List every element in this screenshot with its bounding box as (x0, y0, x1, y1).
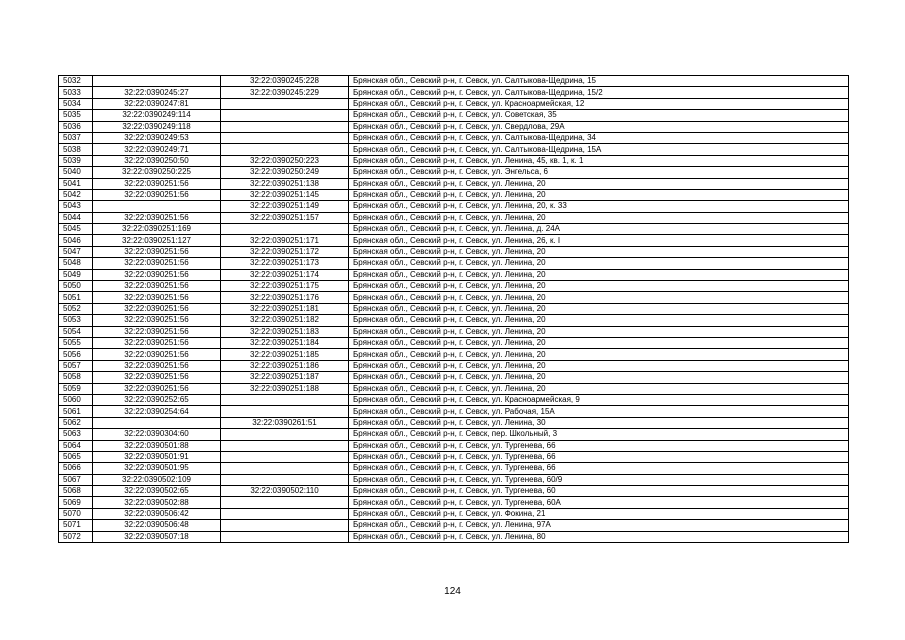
address-cell: Брянская обл., Севский р-н, г. Севск, ул. Ленина, 20 (349, 269, 849, 280)
address-cell: Брянская обл., Севский р-н, г. Севск, ул. Тургенева, 60А (349, 497, 849, 508)
table-row (59, 235, 849, 246)
table-row (59, 110, 849, 121)
table-row (59, 440, 849, 451)
land-cadastral-number-cell: 32:22:0390251:56 (93, 246, 221, 257)
building-cadastral-number-cell: 32:22:0390245:228 (221, 76, 349, 87)
table-row (59, 178, 849, 189)
building-cadastral-number-cell (221, 110, 349, 121)
table-row (59, 337, 849, 348)
row-number-cell: 5064 (59, 440, 93, 451)
row-number-cell: 5051 (59, 292, 93, 303)
address-cell: Брянская обл., Севский р-н, г. Севск, ул. Ленина, 30 (349, 417, 849, 428)
land-cadastral-number-cell: 32:22:0390252:65 (93, 394, 221, 405)
row-number-cell: 5039 (59, 155, 93, 166)
building-cadastral-number-cell: 32:22:0390502:110 (221, 486, 349, 497)
land-cadastral-number-cell: 32:22:0390304:60 (93, 429, 221, 440)
address-cell: Брянская обл., Севский р-н, г. Севск, ул. Рабочая, 15А (349, 406, 849, 417)
address-cell: Брянская обл., Севский р-н, г. Севск, ул. Ленина, 20 (349, 372, 849, 383)
land-cadastral-number-cell (93, 201, 221, 212)
table-row (59, 246, 849, 257)
building-cadastral-number-cell (221, 474, 349, 485)
table-row (59, 349, 849, 360)
address-cell: Брянская обл., Севский р-н, г. Севск, ул. Салтыкова-Щедрина, 15А (349, 144, 849, 155)
building-cadastral-number-cell: 32:22:0390251:187 (221, 372, 349, 383)
table-row (59, 76, 849, 87)
building-cadastral-number-cell: 32:22:0390251:184 (221, 337, 349, 348)
address-cell: Брянская обл., Севский р-н, г. Севск, ул. Ленина, 20 (349, 337, 849, 348)
table-row (59, 429, 849, 440)
land-cadastral-number-cell: 32:22:0390251:56 (93, 372, 221, 383)
row-number-cell: 5072 (59, 531, 93, 542)
table-row (59, 144, 849, 155)
row-number-cell: 5041 (59, 178, 93, 189)
table-row (59, 201, 849, 212)
land-cadastral-number-cell: 32:22:0390251:56 (93, 349, 221, 360)
address-cell: Брянская обл., Севский р-н, г. Севск, пер. Школьный, 3 (349, 429, 849, 440)
land-cadastral-number-cell: 32:22:0390251:56 (93, 326, 221, 337)
land-cadastral-number-cell: 32:22:0390251:56 (93, 292, 221, 303)
land-cadastral-number-cell: 32:22:0390501:88 (93, 440, 221, 451)
land-cadastral-number-cell: 32:22:0390251:56 (93, 258, 221, 269)
row-number-cell: 5054 (59, 326, 93, 337)
table-row (59, 315, 849, 326)
building-cadastral-number-cell (221, 429, 349, 440)
land-cadastral-number-cell: 32:22:0390249:53 (93, 132, 221, 143)
building-cadastral-number-cell (221, 394, 349, 405)
building-cadastral-number-cell: 32:22:0390251:172 (221, 246, 349, 257)
row-number-cell: 5056 (59, 349, 93, 360)
table-row (59, 281, 849, 292)
row-number-cell: 5053 (59, 315, 93, 326)
table-row (59, 531, 849, 542)
table-row (59, 167, 849, 178)
table-row (59, 497, 849, 508)
row-number-cell: 5059 (59, 383, 93, 394)
building-cadastral-number-cell: 32:22:0390251:149 (221, 201, 349, 212)
building-cadastral-number-cell (221, 497, 349, 508)
building-cadastral-number-cell (221, 440, 349, 451)
land-cadastral-number-cell: 32:22:0390506:48 (93, 520, 221, 531)
row-number-cell: 5032 (59, 76, 93, 87)
row-number-cell: 5066 (59, 463, 93, 474)
building-cadastral-number-cell: 32:22:0390251:174 (221, 269, 349, 280)
address-cell: Брянская обл., Севский р-н, г. Севск, ул. Ленина, 20 (349, 281, 849, 292)
row-number-cell: 5036 (59, 121, 93, 132)
address-cell: Брянская обл., Севский р-н, г. Севск, ул. Салтыкова-Щедрина, 15 (349, 76, 849, 87)
table-row (59, 520, 849, 531)
address-cell: Брянская обл., Севский р-н, г. Севск, ул. Ленина, 20 (349, 315, 849, 326)
building-cadastral-number-cell: 32:22:0390245:229 (221, 87, 349, 98)
table-row (59, 508, 849, 519)
address-cell: Брянская обл., Севский р-н, г. Севск, ул. Тургенева, 60/9 (349, 474, 849, 485)
page-number: 124 (444, 586, 461, 597)
land-cadastral-number-cell: 32:22:0390250:225 (93, 167, 221, 178)
address-cell: Брянская обл., Севский р-н, г. Севск, ул. Ленина, 20 (349, 246, 849, 257)
table-row (59, 212, 849, 223)
land-cadastral-number-cell: 32:22:0390502:109 (93, 474, 221, 485)
building-cadastral-number-cell: 32:22:0390251:185 (221, 349, 349, 360)
address-cell: Брянская обл., Севский р-н, г. Севск, ул. Тургенева, 66 (349, 451, 849, 462)
row-number-cell: 5047 (59, 246, 93, 257)
address-cell: Брянская обл., Севский р-н, г. Севск, ул. Красноармейская, 9 (349, 394, 849, 405)
land-cadastral-number-cell: 32:22:0390249:71 (93, 144, 221, 155)
land-cadastral-number-cell: 32:22:0390501:91 (93, 451, 221, 462)
building-cadastral-number-cell: 32:22:0390251:176 (221, 292, 349, 303)
address-cell: Брянская обл., Севский р-н, г. Севск, ул. Ленина, 20 (349, 189, 849, 200)
land-cadastral-number-cell: 32:22:0390251:56 (93, 281, 221, 292)
address-cell: Брянская обл., Севский р-н, г. Севск, ул. Ленина, 80 (349, 531, 849, 542)
row-number-cell: 5050 (59, 281, 93, 292)
address-cell: Брянская обл., Севский р-н, г. Севск, ул. Ленина, 20 (349, 349, 849, 360)
land-cadastral-number-cell: 32:22:0390251:169 (93, 224, 221, 235)
address-cell: Брянская обл., Севский р-н, г. Севск, ул. Советская, 35 (349, 110, 849, 121)
land-cadastral-number-cell: 32:22:0390502:65 (93, 486, 221, 497)
row-number-cell: 5048 (59, 258, 93, 269)
table-row (59, 417, 849, 428)
table-row (59, 155, 849, 166)
row-number-cell: 5042 (59, 189, 93, 200)
land-cadastral-number-cell: 32:22:0390251:56 (93, 383, 221, 394)
land-cadastral-number-cell: 32:22:0390507:18 (93, 531, 221, 542)
building-cadastral-number-cell (221, 531, 349, 542)
land-cadastral-number-cell: 32:22:0390251:56 (93, 269, 221, 280)
land-cadastral-number-cell: 32:22:0390251:56 (93, 337, 221, 348)
building-cadastral-number-cell (221, 132, 349, 143)
table-row (59, 326, 849, 337)
row-number-cell: 5069 (59, 497, 93, 508)
table-row (59, 303, 849, 314)
row-number-cell: 5049 (59, 269, 93, 280)
address-cell: Брянская обл., Севский р-н, г. Севск, ул. Ленина, 20 (349, 303, 849, 314)
building-cadastral-number-cell: 32:22:0390261:51 (221, 417, 349, 428)
row-number-cell: 5034 (59, 98, 93, 109)
land-cadastral-number-cell: 32:22:0390251:127 (93, 235, 221, 246)
address-cell: Брянская обл., Севский р-н, г. Севск, ул. Ленина, д. 24А (349, 224, 849, 235)
row-number-cell: 5060 (59, 394, 93, 405)
building-cadastral-number-cell (221, 406, 349, 417)
address-cell: Брянская обл., Севский р-н, г. Севск, ул. Ленина, 20 (349, 360, 849, 371)
row-number-cell: 5045 (59, 224, 93, 235)
building-cadastral-number-cell: 32:22:0390251:181 (221, 303, 349, 314)
address-cell: Брянская обл., Севский р-н, г. Севск, ул. Салтыкова-Щедрина, 15/2 (349, 87, 849, 98)
table-row (59, 372, 849, 383)
property-registry-table (58, 75, 849, 543)
address-cell: Брянская обл., Севский р-н, г. Севск, ул. Тургенева, 66 (349, 463, 849, 474)
row-number-cell: 5070 (59, 508, 93, 519)
building-cadastral-number-cell: 32:22:0390251:186 (221, 360, 349, 371)
address-cell: Брянская обл., Севский р-н, г. Севск, ул. Тургенева, 66 (349, 440, 849, 451)
row-number-cell: 5067 (59, 474, 93, 485)
row-number-cell: 5035 (59, 110, 93, 121)
table-row (59, 474, 849, 485)
table-row (59, 269, 849, 280)
building-cadastral-number-cell: 32:22:0390251:157 (221, 212, 349, 223)
table-row (59, 258, 849, 269)
land-cadastral-number-cell: 32:22:0390501:95 (93, 463, 221, 474)
address-cell: Брянская обл., Севский р-н, г. Севск, ул. Ленина, 20 (349, 292, 849, 303)
building-cadastral-number-cell: 32:22:0390250:223 (221, 155, 349, 166)
land-cadastral-number-cell: 32:22:0390247:81 (93, 98, 221, 109)
row-number-cell: 5046 (59, 235, 93, 246)
row-number-cell: 5055 (59, 337, 93, 348)
building-cadastral-number-cell (221, 144, 349, 155)
table-row (59, 121, 849, 132)
row-number-cell: 5052 (59, 303, 93, 314)
table-row (59, 292, 849, 303)
building-cadastral-number-cell (221, 224, 349, 235)
table-row (59, 406, 849, 417)
land-cadastral-number-cell: 32:22:0390506:42 (93, 508, 221, 519)
table-row (59, 98, 849, 109)
building-cadastral-number-cell: 32:22:0390251:171 (221, 235, 349, 246)
row-number-cell: 5061 (59, 406, 93, 417)
land-cadastral-number-cell (93, 76, 221, 87)
table-row (59, 383, 849, 394)
land-cadastral-number-cell: 32:22:0390251:56 (93, 189, 221, 200)
building-cadastral-number-cell: 32:22:0390251:145 (221, 189, 349, 200)
address-cell: Брянская обл., Севский р-н, г. Севск, ул. Салтыкова-Щедрина, 34 (349, 132, 849, 143)
building-cadastral-number-cell: 32:22:0390250:249 (221, 167, 349, 178)
land-cadastral-number-cell: 32:22:0390250:50 (93, 155, 221, 166)
building-cadastral-number-cell: 32:22:0390251:173 (221, 258, 349, 269)
row-number-cell: 5071 (59, 520, 93, 531)
address-cell: Брянская обл., Севский р-н, г. Севск, ул. Ленина, 20 (349, 383, 849, 394)
building-cadastral-number-cell (221, 463, 349, 474)
address-cell: Брянская обл., Севский р-н, г. Севск, ул. Ленина, 20 (349, 326, 849, 337)
table-row (59, 132, 849, 143)
table-row (59, 394, 849, 405)
row-number-cell: 5057 (59, 360, 93, 371)
land-cadastral-number-cell: 32:22:0390251:56 (93, 360, 221, 371)
land-cadastral-number-cell: 32:22:0390245:27 (93, 87, 221, 98)
land-cadastral-number-cell: 32:22:0390254:64 (93, 406, 221, 417)
table-row (59, 87, 849, 98)
land-cadastral-number-cell: 32:22:0390251:56 (93, 178, 221, 189)
registry-table-body (59, 76, 849, 543)
table-row (59, 189, 849, 200)
row-number-cell: 5068 (59, 486, 93, 497)
building-cadastral-number-cell: 32:22:0390251:175 (221, 281, 349, 292)
row-number-cell: 5044 (59, 212, 93, 223)
building-cadastral-number-cell: 32:22:0390251:138 (221, 178, 349, 189)
address-cell: Брянская обл., Севский р-н, г. Севск, ул. Ленина, 20, к. 33 (349, 201, 849, 212)
row-number-cell: 5033 (59, 87, 93, 98)
building-cadastral-number-cell: 32:22:0390251:188 (221, 383, 349, 394)
table-row (59, 360, 849, 371)
row-number-cell: 5063 (59, 429, 93, 440)
address-cell: Брянская обл., Севский р-н, г. Севск, ул. Красноармейская, 12 (349, 98, 849, 109)
address-cell: Брянская обл., Севский р-н, г. Севск, ул. Энгельса, 6 (349, 167, 849, 178)
address-cell: Брянская обл., Севский р-н, г. Севск, ул. Свердлова, 29А (349, 121, 849, 132)
row-number-cell: 5038 (59, 144, 93, 155)
building-cadastral-number-cell: 32:22:0390251:182 (221, 315, 349, 326)
address-cell: Брянская обл., Севский р-н, г. Севск, ул. Ленина, 26, к. I (349, 235, 849, 246)
address-cell: Брянская обл., Севский р-н, г. Севск, ул. Ленина, 20 (349, 178, 849, 189)
building-cadastral-number-cell (221, 98, 349, 109)
address-cell: Брянская обл., Севский р-н, г. Севск, ул. Ленина, 45, кв. 1, к. 1 (349, 155, 849, 166)
row-number-cell: 5058 (59, 372, 93, 383)
building-cadastral-number-cell (221, 508, 349, 519)
land-cadastral-number-cell: 32:22:0390251:56 (93, 212, 221, 223)
table-row (59, 224, 849, 235)
building-cadastral-number-cell: 32:22:0390251:183 (221, 326, 349, 337)
row-number-cell: 5037 (59, 132, 93, 143)
building-cadastral-number-cell (221, 121, 349, 132)
land-cadastral-number-cell: 32:22:0390249:114 (93, 110, 221, 121)
land-cadastral-number-cell: 32:22:0390251:56 (93, 315, 221, 326)
row-number-cell: 5040 (59, 167, 93, 178)
land-cadastral-number-cell (93, 417, 221, 428)
row-number-cell: 5062 (59, 417, 93, 428)
address-cell: Брянская обл., Севский р-н, г. Севск, ул. Ленина, 97А (349, 520, 849, 531)
table-row (59, 486, 849, 497)
address-cell: Брянская обл., Севский р-н, г. Севск, ул. Ленина, 20 (349, 212, 849, 223)
land-cadastral-number-cell: 32:22:0390251:56 (93, 303, 221, 314)
row-number-cell: 5043 (59, 201, 93, 212)
address-cell: Брянская обл., Севский р-н, г. Севск, ул. Фокина, 21 (349, 508, 849, 519)
land-cadastral-number-cell: 32:22:0390502:88 (93, 497, 221, 508)
table-row (59, 451, 849, 462)
address-cell: Брянская обл., Севский р-н, г. Севск, ул. Ленина, 20 (349, 258, 849, 269)
building-cadastral-number-cell (221, 520, 349, 531)
table-row (59, 463, 849, 474)
building-cadastral-number-cell (221, 451, 349, 462)
address-cell: Брянская обл., Севский р-н, г. Севск, ул. Тургенева, 60 (349, 486, 849, 497)
land-cadastral-number-cell: 32:22:0390249:118 (93, 121, 221, 132)
row-number-cell: 5065 (59, 451, 93, 462)
